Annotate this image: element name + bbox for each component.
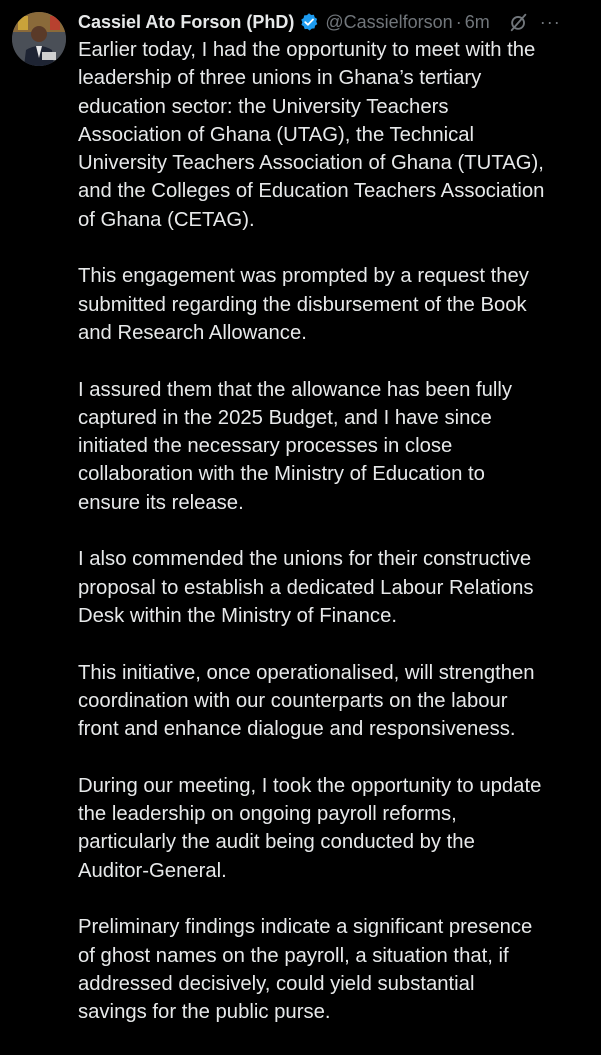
tweet-paragraph: I assured them that the allowance has been fully captured in the 2025 Budget, and I have since initiated the necessary processes in close collaboration with the Ministry of Education to ensure its release.	[78, 378, 513, 514]
author-handle[interactable]: @Cassielforson	[325, 11, 453, 32]
verified-badge-icon[interactable]	[299, 12, 319, 32]
more-icon[interactable]: ···	[539, 11, 561, 32]
separator-dot: ·	[455, 11, 462, 32]
tweet-paragraph: I also commended the unions for their constructive proposal to establish a dedicated Labour Relations Desk within the Ministry of Finance.	[78, 548, 534, 627]
tweet-paragraph: Preliminary findings indicate a significant presence of ghost names on the payroll, a situation that, if addressed decisively, could yield substantial savings for the public purse.	[78, 916, 533, 1024]
tweet-text	[78, 36, 593, 1055]
tweet-paragraph: This engagement was prompted by a request they submitted regarding the disbursement of the Book and Research Allowance.	[78, 265, 529, 344]
tweet-paragraph: During our meeting, I took the opportunity to update the leadership on ongoing payroll reforms, particularly the audit being conducted by the Auditor-General.	[78, 774, 542, 882]
avatar[interactable]	[12, 12, 66, 66]
grok-icon[interactable]	[508, 11, 530, 33]
avatar-image	[12, 12, 66, 66]
author-name[interactable]: Cassiel Ato Forson (PhD)	[78, 11, 295, 32]
tweet-paragraph: This initiative, once operationalised, will strengthen coordination with our counterparts on the labour front and enhance dialogue and responsiveness.	[78, 661, 535, 741]
tweet-paragraph: Earlier today, I had the opportunity to meet with the leadership of three unions in Ghana’s tertiary education sector: the University Teachers Association of Ghana (UTAG), the Technical University Teachers Association of Ghana (TUTAG), and the Colleges of Education Teachers Association of Ghana (CETAG).	[78, 39, 545, 231]
timestamp[interactable]: 6m	[464, 11, 490, 32]
tweet-header	[78, 8, 591, 36]
